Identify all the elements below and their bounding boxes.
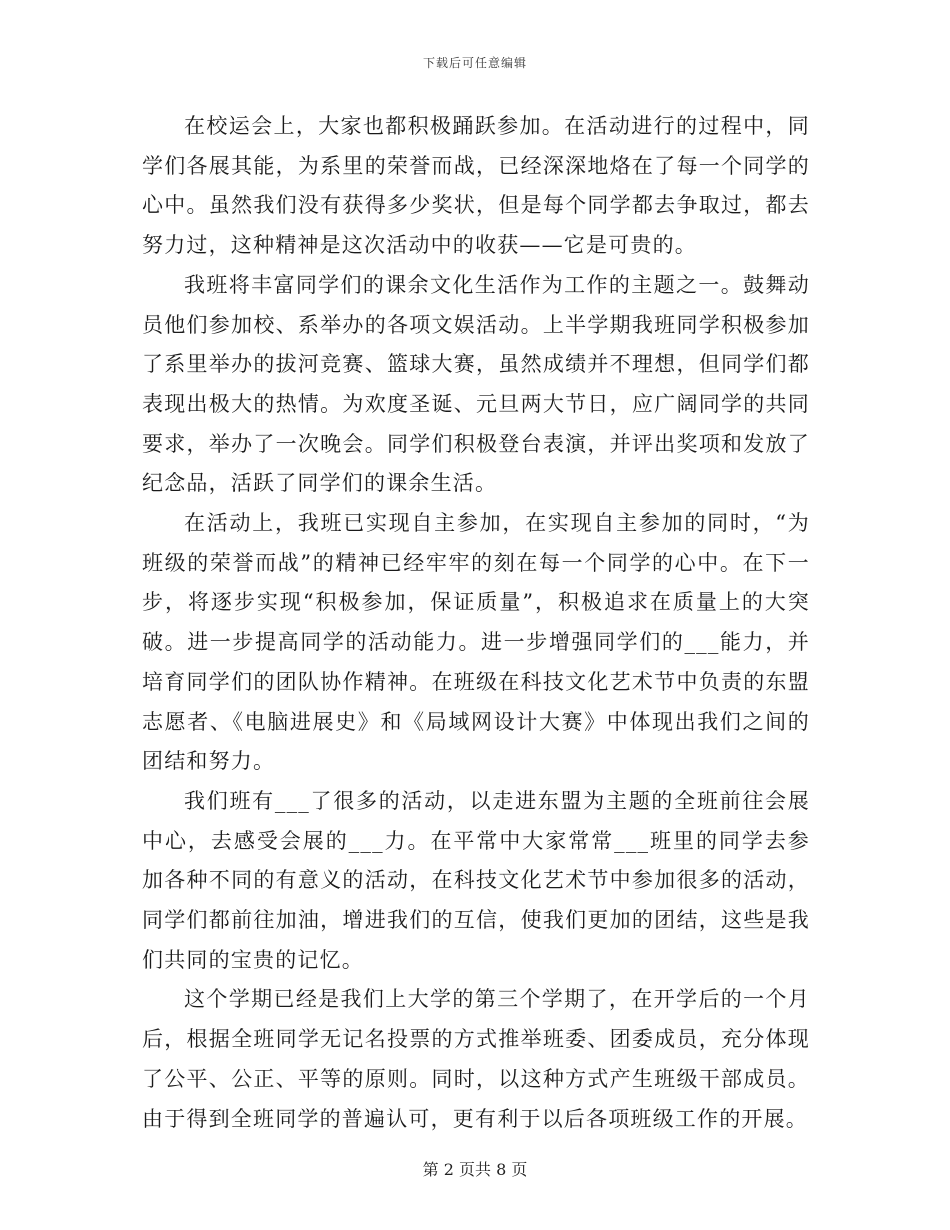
document-body <box>142 107 810 1139</box>
page-number-footer: 第 2 页共 8 页 <box>422 1160 528 1179</box>
page-header-note: 下载后可任意编辑 <box>422 56 527 70</box>
paragraph-cultural-life: 我班将丰富同学们的课余文化生活作为工作的主题之一。鼓舞动员他们参加校、系举办的各项文娱活动。上半学期我班同学积极参加了系里举办的拔河竞赛、篮球大赛，虽然成绩并不理想，但同学们都表现出极大的热情。为欢度圣诞、元旦两大节日，应广阔同学的共同要求，举办了一次晚会。同学们积极登台表演，并评出奖项和发放了纪念品，活跃了同学们的课余生活。 <box>142 272 810 496</box>
paragraph-class-election: 这个学期已经是我们上大学的第三个学期了，在开学后的一个月后，根据全班同学无记名投票的方式推举班委、团委成员，充分体现了公平、公正、平等的原则。同时，以这种方式产生班级干部成员。由于得到全班同学的普遍认可，更有利于以后各项班级工作的开展。 <box>142 987 810 1131</box>
paragraph-class-activities: 我们班有___了很多的活动，以走进东盟为主题的全班前往会展中心，去感受会展的___力。在平常中大家常常___班里的同学去参加各种不同的有意义的活动，在科技文化艺术节中参加很多的活动，同学们都前往加油，增进我们的互信，使我们更加的团结，这些是我们共同的宝贵的记忆。 <box>142 788 810 972</box>
paragraph-activity-participation: 在活动上，我班已实现自主参加，在实现自主参加的同时，“为班级的荣誉而战”的精神已经牢牢的刻在每一个同学的心中。在下一步，将逐步实现“积极参加，保证质量”，积极追求在质量上的大突破。进一步提高同学的活动能力。进一步增强同学们的___能力，并培育同学们的团队协作精神。在班级在科技文化艺术节中负责的东盟志愿者、《电脑进展史》和《局域网设计大赛》中体现出我们之间的团结和努力。 <box>142 511 810 774</box>
paragraph-sports-meet: 在校运会上，大家也都积极踊跃参加。在活动进行的过程中，同学们各展其能，为系里的荣誉而战，已经深深地烙在了每一个同学的心中。虽然我们没有获得多少奖状，但是每个同学都去争取过，都去努力过，这种精神是这次活动中的收获——它是可贵的。 <box>142 114 810 258</box>
